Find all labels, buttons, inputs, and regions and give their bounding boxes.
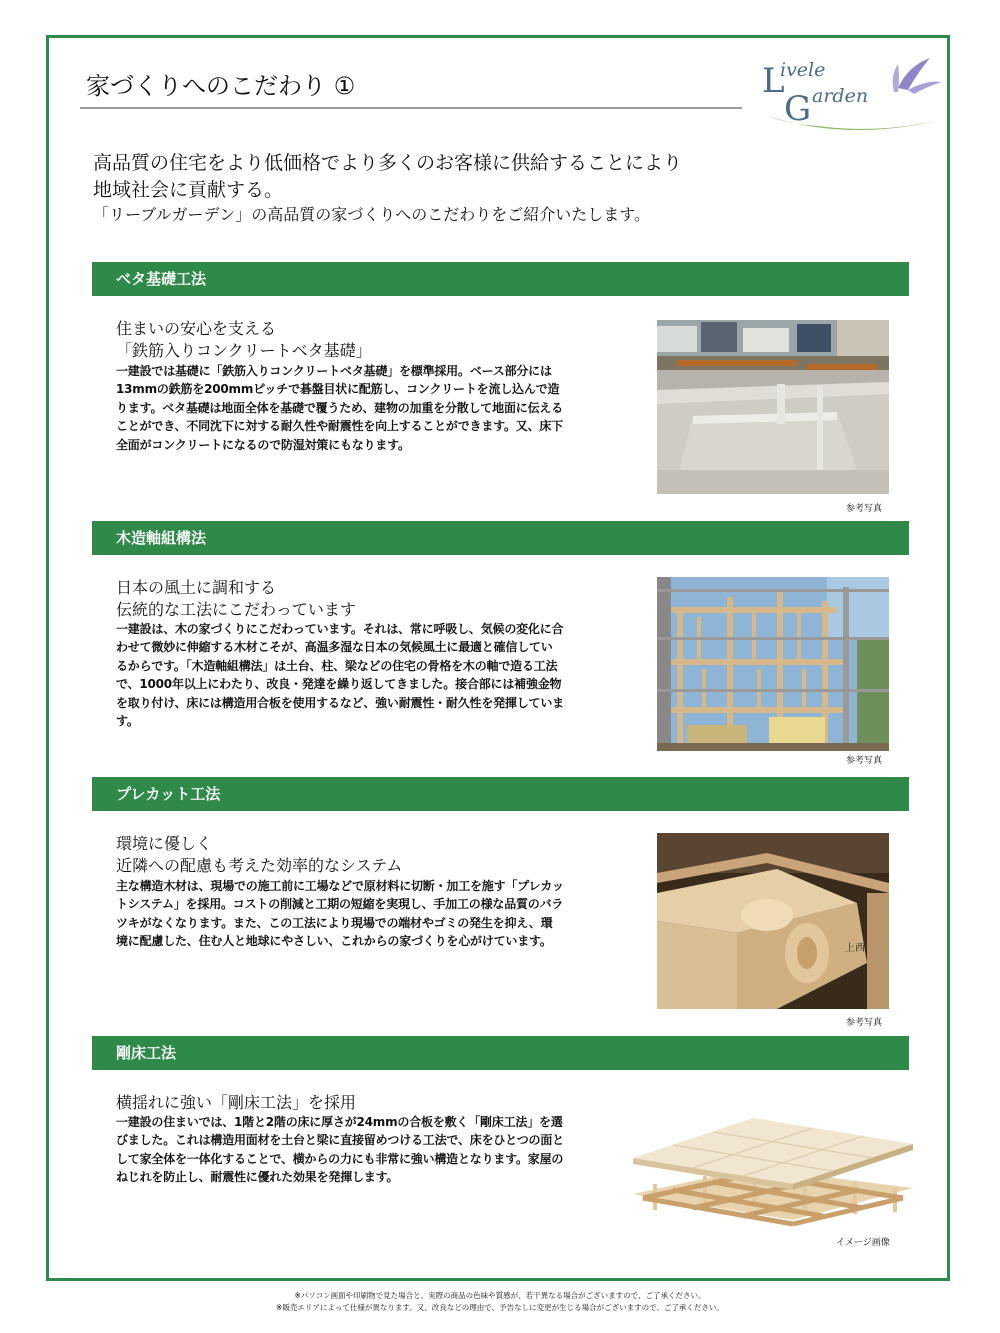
section-2-body: 一建設は、木の家づくりにこだわっています。それは、常に呼吸し、気候の変化に合わせて微妙に伸縮する木材こそが、高温多湿な日本の気候風土に最適と確信しているからです。「木造軸組構法」は土台、柱、梁などの住宅の骨格を木の軸で造る工法で、1000年以上にわたり、改良・発達を繰り返してきました。接合部には補強金物を取り付け、床には構造用合板を使用するなど、強い耐震性・耐久性を発揮しています。 [116, 622, 564, 729]
livele-garden-logo [758, 46, 944, 130]
section-1-caption: 参考写真 [846, 504, 883, 514]
section-4-headline-line-1: 横揺れに強い「剛床工法」を採用 [116, 1093, 357, 1112]
section-heading-beta-foundation: ベタ基礎工法 [92, 262, 909, 296]
intro-line-2: 地域社会に貢献する。 [93, 179, 284, 201]
section-2-caption: 参考写真 [846, 756, 883, 766]
section-2-headline-line-2: 伝統的な工法にこだわっています [116, 600, 356, 619]
section-3-caption: 参考写真 [846, 1018, 883, 1028]
timber-frame-photo [657, 577, 889, 751]
section-2-headline-line-1: 日本の風土に調和する [116, 578, 277, 597]
section-3-headline-line-2: 近隣への配慮も考えた効率的なシステム [116, 856, 403, 875]
section-heading-timber-frame: 木造軸組構法 [92, 521, 909, 555]
svg-text:上西: 上西 [845, 943, 865, 954]
concrete-foundation-photo [657, 320, 889, 494]
section-4-headline [116, 1092, 576, 1114]
section-heading-rigid-floor: 剛床工法 [92, 1036, 909, 1070]
svg-text:G: G [784, 89, 812, 129]
section-3-body: 主な構造木材は、現場での施工前に工場などで原材料に切断・加工を施す「プレカットシステム」を採用。コストの削減と工期の短縮を実現し、手加工の様な品質のバラツキがなくなります。また、この工法により現場での端材やゴミの発生を抑え、環境に配慮した、住む人と地球にやさしい、これからの家づくりを心がけています。 [116, 879, 564, 949]
precut-lumber-photo [657, 833, 889, 1009]
title-divider [80, 107, 742, 109]
svg-text:L: L [762, 61, 785, 101]
page-title: 家づくりへのこだわり ① [86, 72, 356, 100]
svg-text:arden: arden [812, 85, 869, 107]
section-heading-precut: プレカット工法 [92, 777, 909, 811]
svg-text:ivele: ivele [780, 59, 826, 81]
section-1-headline-line-1: 住まいの安心を支える [116, 319, 277, 338]
section-1-headline [116, 318, 576, 362]
floor-structure-illustration [633, 1098, 913, 1228]
section-3-headline [116, 833, 576, 877]
intro-line-1: 高品質の住宅をより低価格でより多くのお客様に供給することにより [93, 152, 683, 174]
section-3-headline-line-1: 環境に優しく [116, 834, 213, 853]
section-2-headline [116, 577, 576, 621]
intro-block [93, 150, 873, 226]
section-1-headline-line-2: 「鉄筋入りコンクリートベタ基礎」 [116, 341, 372, 360]
intro-line-3: 「リーブルガーデン」の高品質の家づくりへのこだわりをご紹介いたします。 [93, 205, 650, 224]
section-4-caption: イメージ画像 [836, 1238, 890, 1248]
footer-note-1: ※パソコン画面や印刷物で見た場合と、実際の商品の色味や質感が、若干異なる場合がございますので、ご了承ください。 [294, 1291, 706, 1300]
footer-note-2: ※販売エリアによって仕様が異なります。又、改良などの理由で、予告なしに変更が生じる場合がございますので、ご了承ください。 [276, 1303, 724, 1312]
section-4-body: 一建設の住まいでは、1階と2階の床に厚さが24mmの合板を敷く「剛床工法」を選びました。これは構造用面材を土台と梁に直接留めつける工法で、床をひとつの面として家全体を一体化することで、横からの力にも非常に強い構造となります。家屋のねじれを防止し、耐震性に優れた効果を発揮します。 [116, 1115, 564, 1185]
section-1-body: 一建設では基礎に「鉄筋入りコンクリートベタ基礎」を標準採用。ベース部分には13mmの鉄筋を200mmピッチで碁盤目状に配筋し、コンクリートを流し込んで造ります。ベタ基礎は地面全体を基礎で覆うため、建物の加重を分散して地面に伝えることができ、不同沈下に対する耐久性や耐震性を向上することができます。又、床下全面がコンクリートになるので防湿対策にもなります。 [116, 364, 563, 452]
